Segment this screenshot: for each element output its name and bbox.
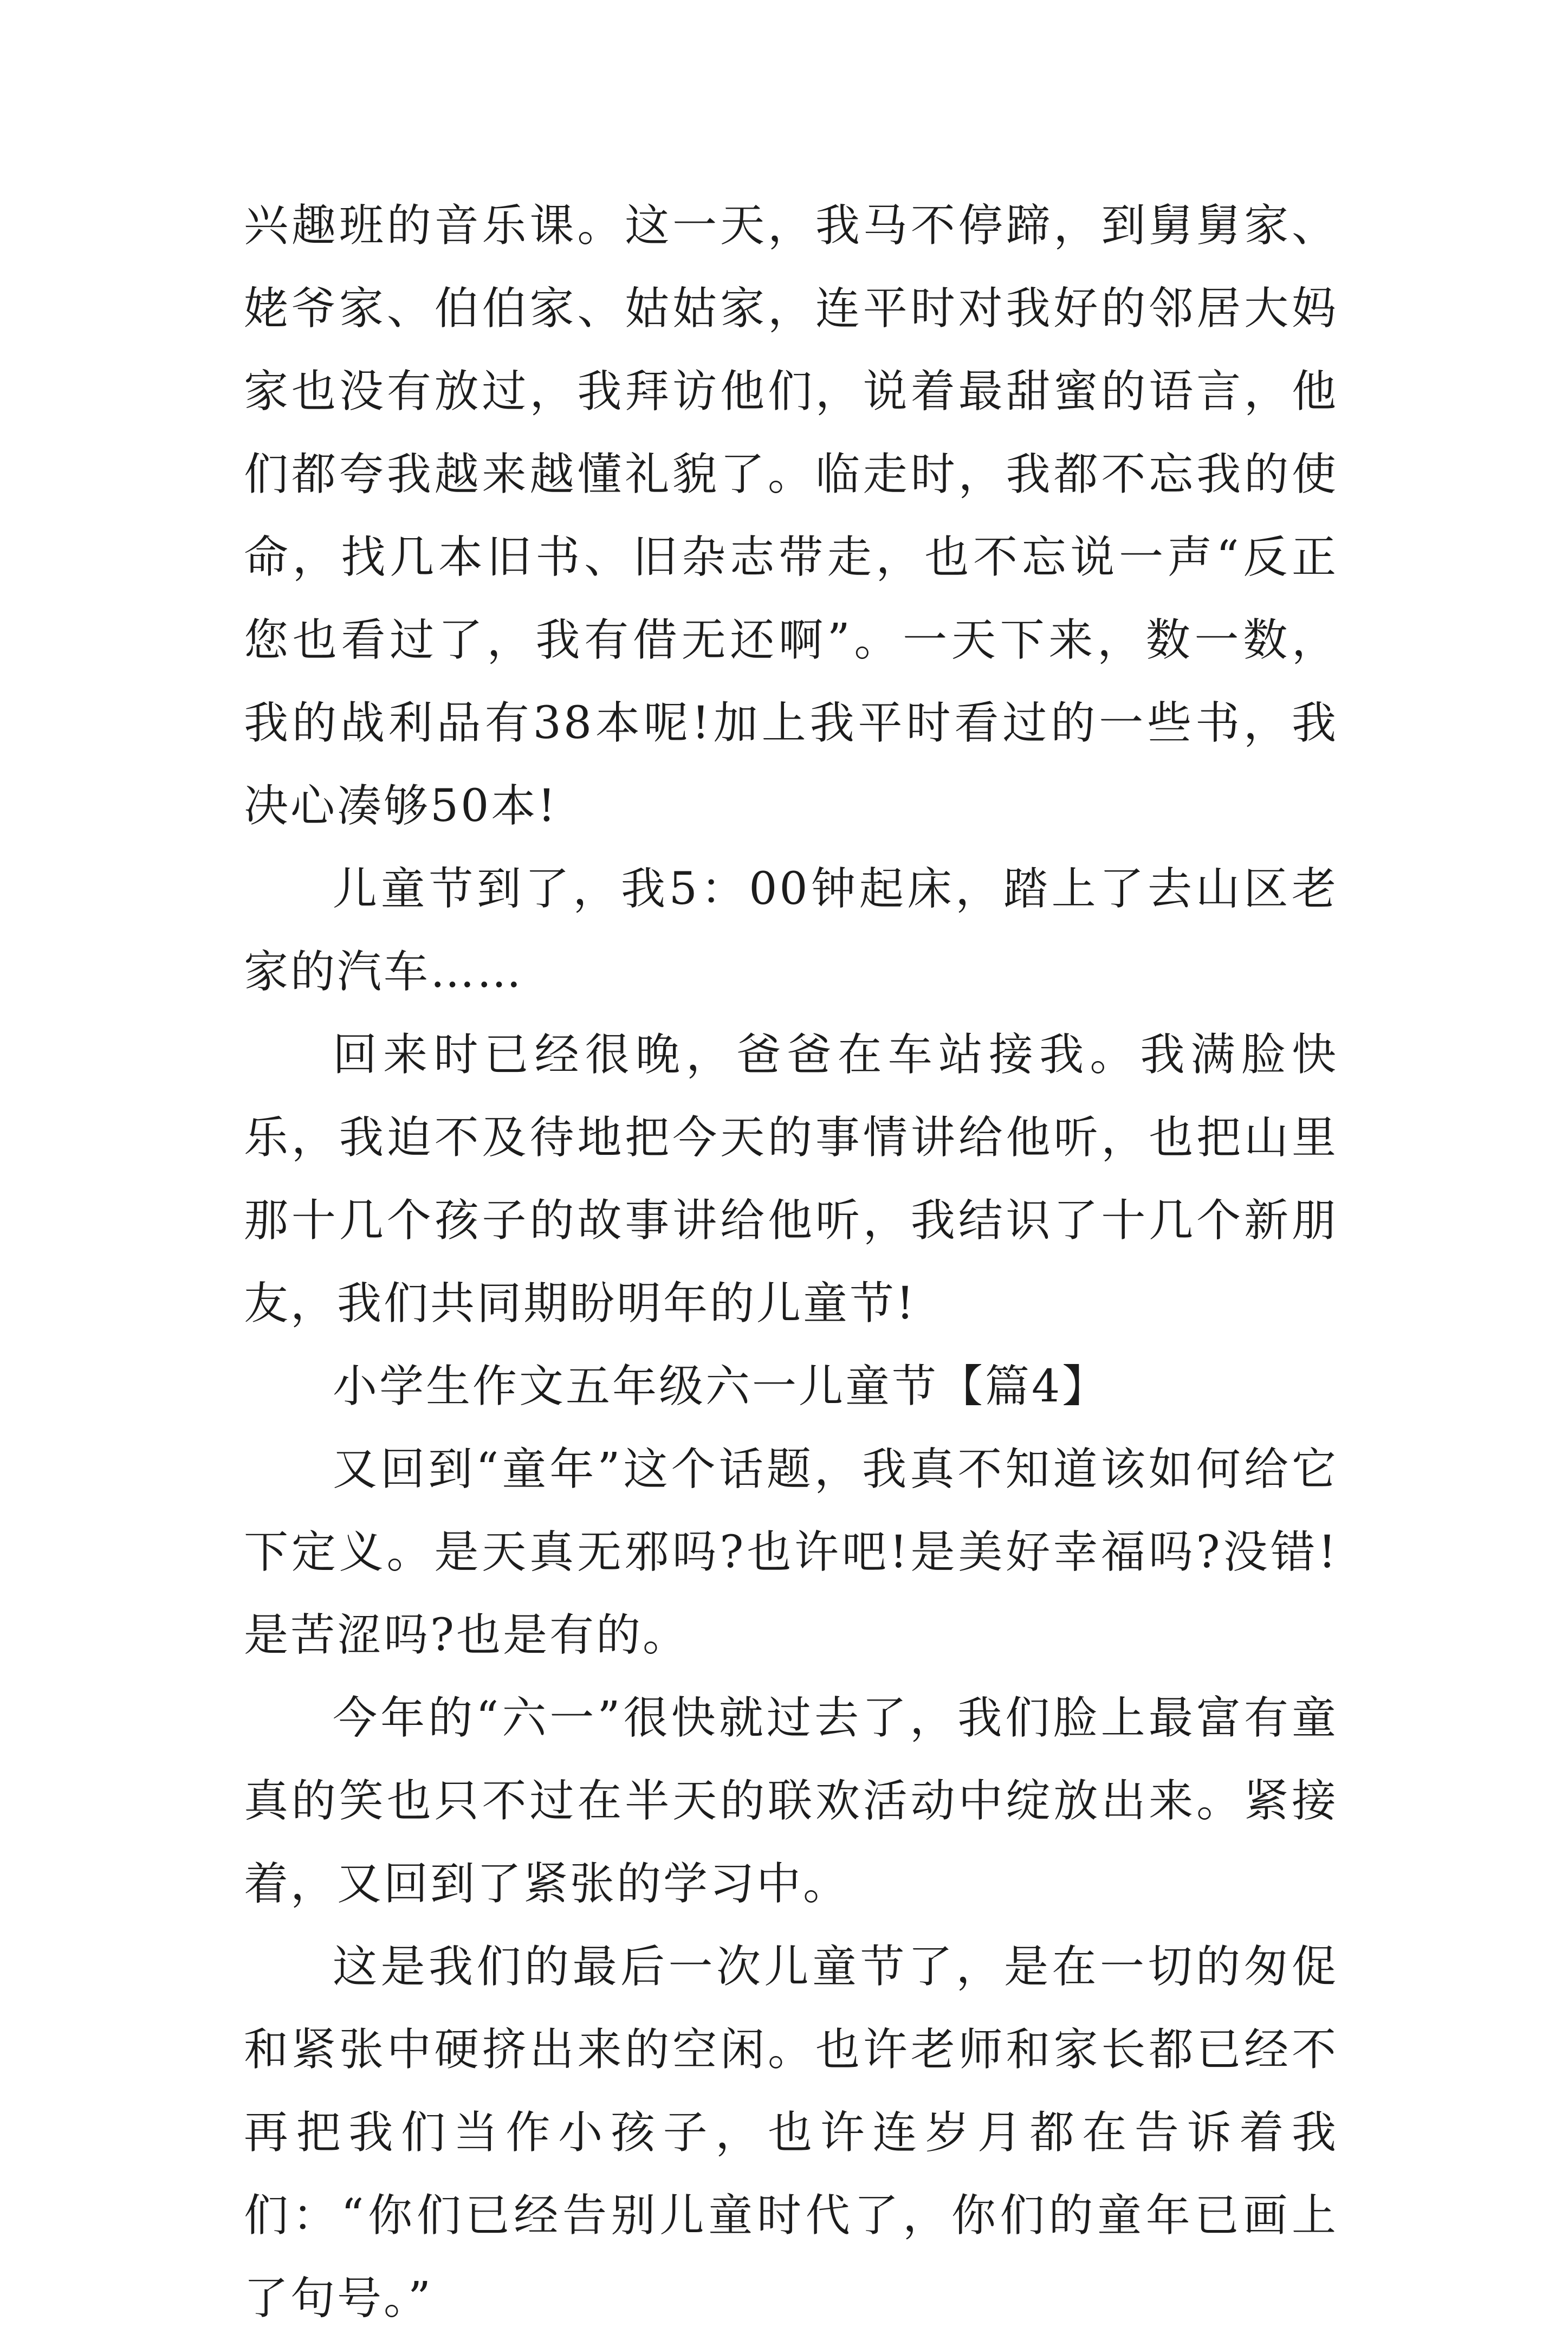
paragraph-childhood-topic: 又回到“童年”这个话题，我真不知道该如何给它下定义。是天真无邪吗?也许吧!是美好幸福吗?没错!是苦涩吗?也是有的。 <box>244 1444 1338 1661</box>
section-heading: 小学生作文五年级六一儿童节【篇4】 <box>333 1361 1109 1412</box>
paragraph-this-year: 今年的“六一”很快就过去了，我们脸上最富有童真的笑也只不过在半天的联欢活动中绽放出来。紧接着，又回到了紧张的学习中。 <box>244 1692 1338 1910</box>
paragraph-childrens-day-morning: 儿童节到了，我5：00钟起床，踏上了去山区老家的汽车…… <box>244 863 1338 998</box>
paragraph-continuation: 兴趣班的音乐课。这一天，我马不停蹄，到舅舅家、姥爷家、伯伯家、姑姑家，连平时对我好的邻居大妈家也没有放过，我拜访他们，说着最甜蜜的语言，他们都夸我越来越懂礼貌了。临走时，我都不忘我的使命，找几本旧书、旧杂志带走，也不忘说一声“反正您也看过了，我有借无还啊”。一天下来，数一数，我的战利品有38本呢!加上我平时看过的一些书，我决心凑够50本! <box>244 200 1338 832</box>
paragraph-return-home: 回来时已经很晚，爸爸在车站接我。我满脸快乐，我迫不及待地把今天的事情讲给他听，也把山里那十几个孩子的故事讲给他听，我结识了十几个新朋友，我们共同期盼明年的儿童节! <box>244 1029 1338 1329</box>
paragraph-last-childrens-day: 这是我们的最后一次儿童节了，是在一切的匆促和紧张中硬挤出来的空闲。也许老师和家长都已经不再把我们当作小孩子，也许连岁月都在告诉着我们：“你们已经告别儿童时代了，你们的童年已画上了句号。” <box>244 1941 1338 2324</box>
document-body <box>244 184 1338 2340</box>
